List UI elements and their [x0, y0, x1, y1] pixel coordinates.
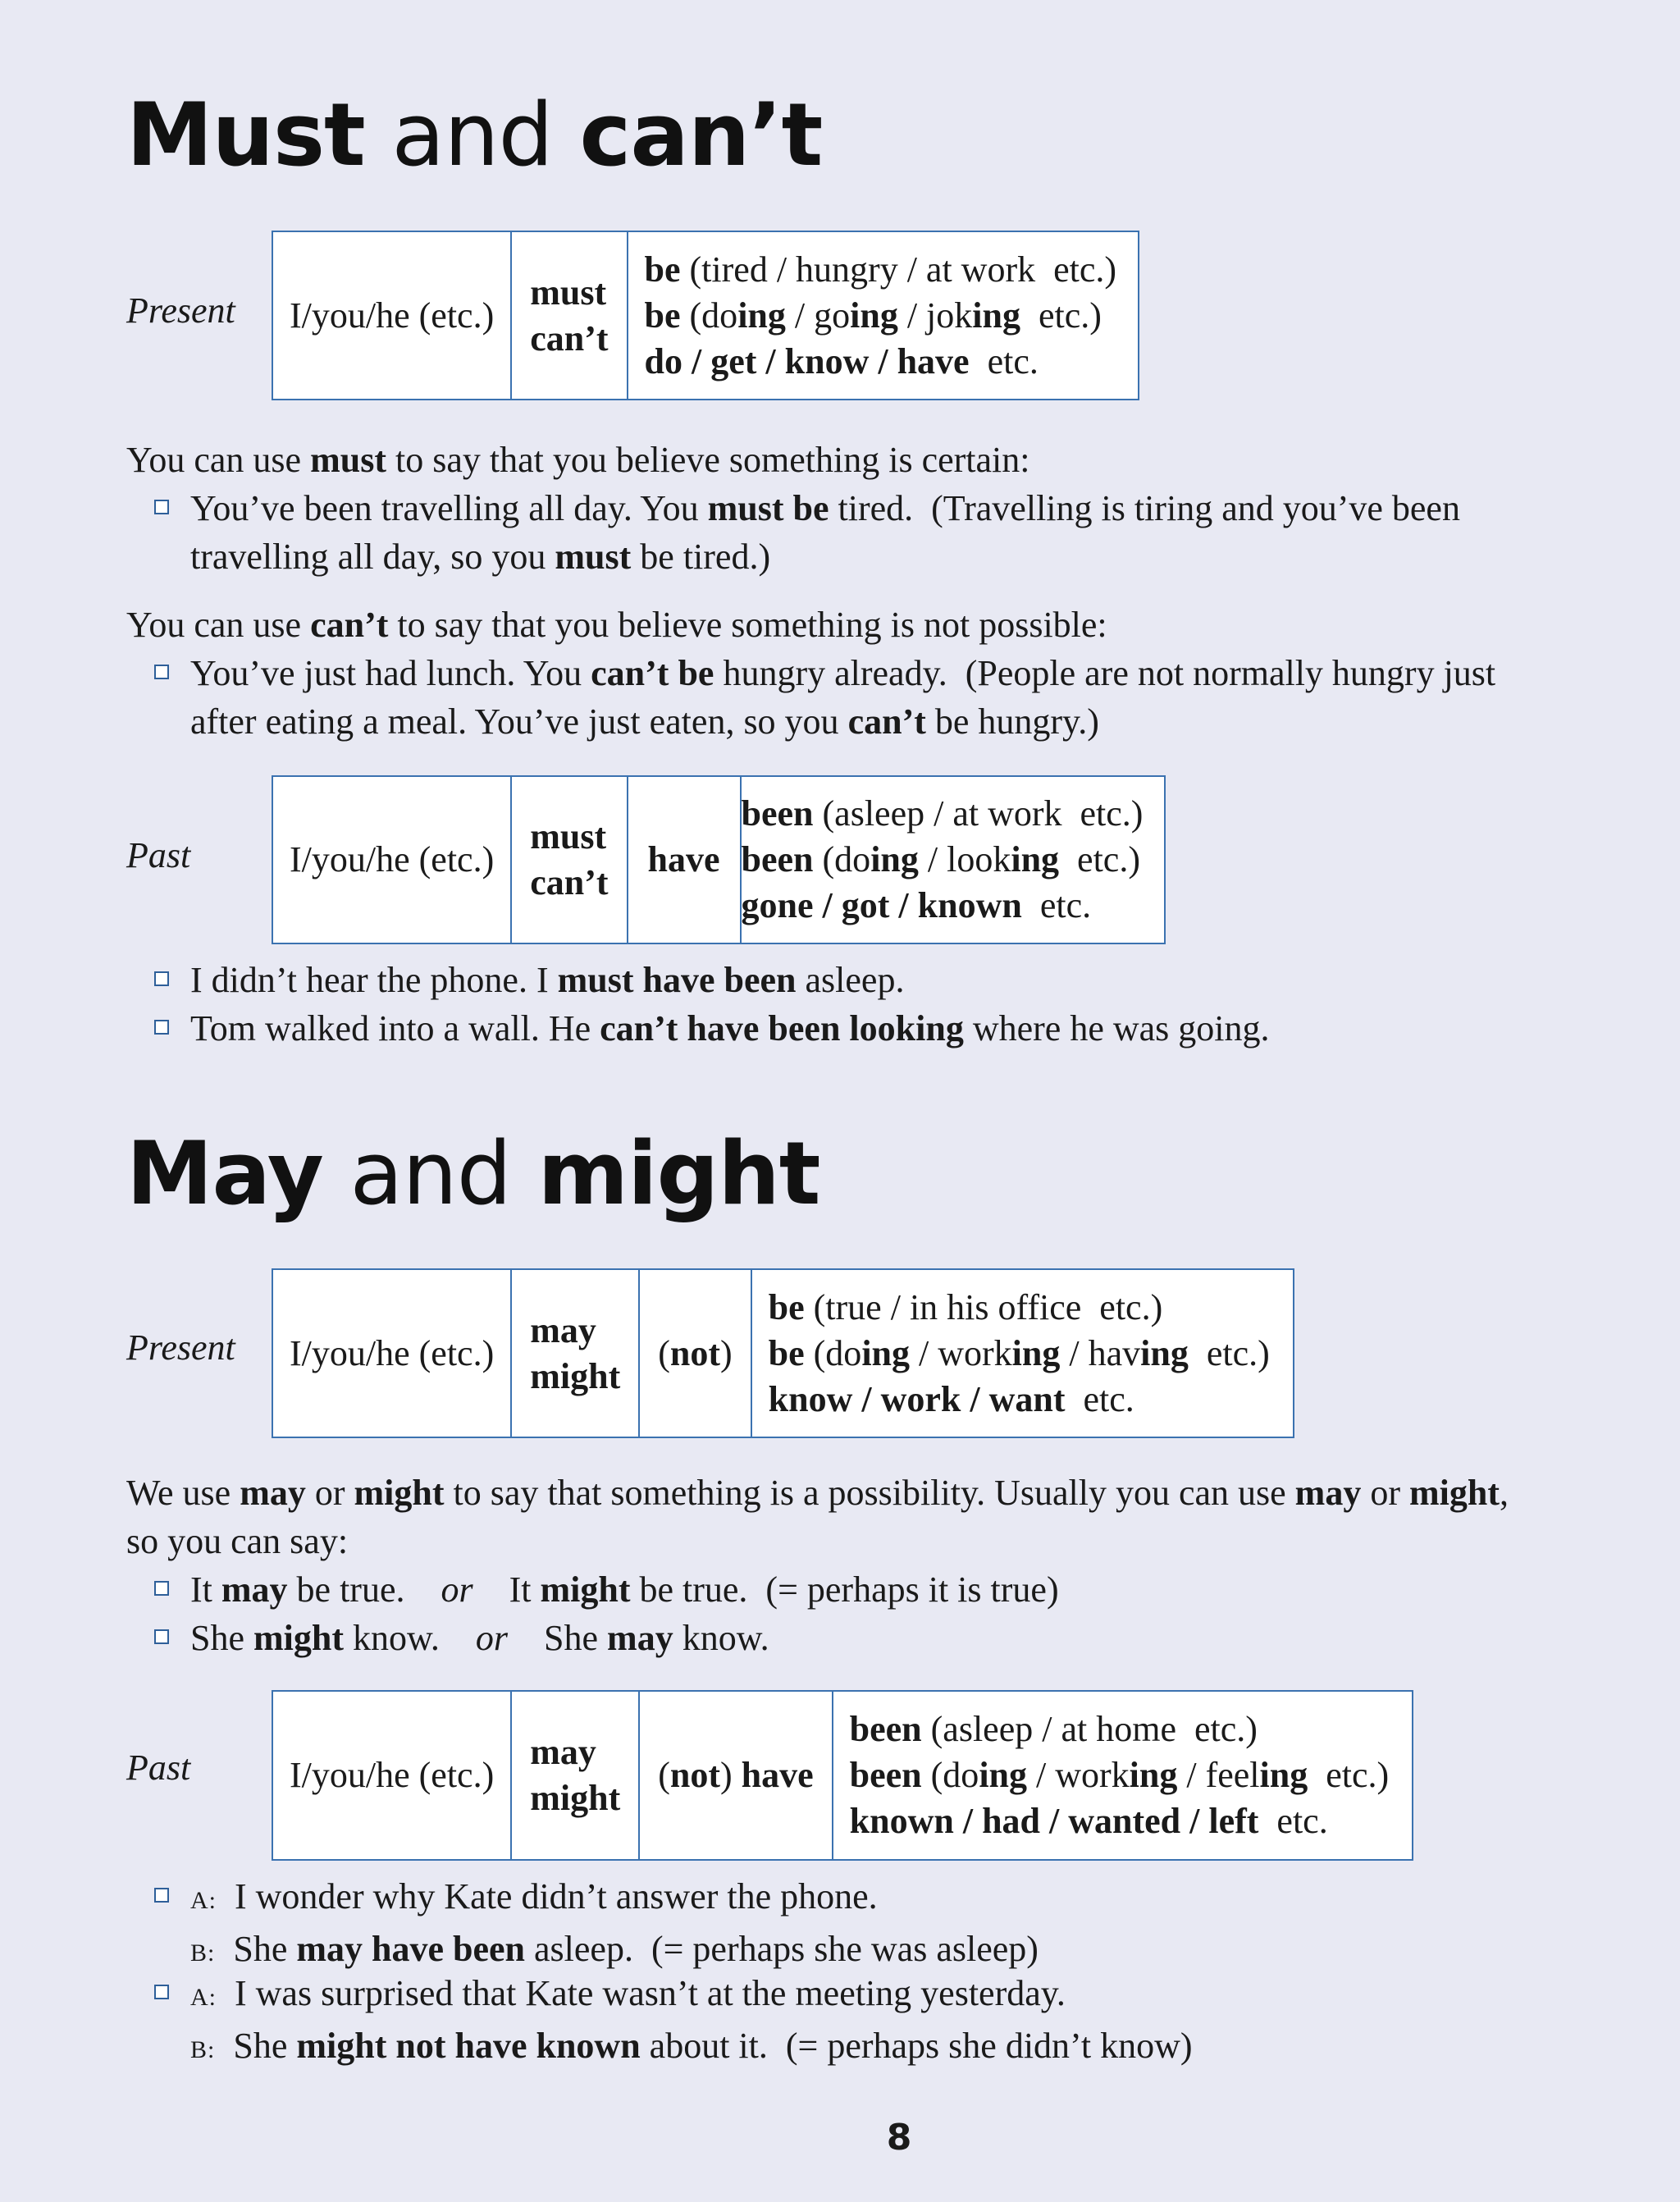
tense-label-past: Past [126, 835, 191, 875]
may-might-past-table [272, 1690, 1413, 1861]
example-item: You’ve been travelling all day. You must be tired. (Travelling is tiring and you’ve been travelling all day, so you must be tired.) [190, 484, 1460, 581]
must-cant-present-table [272, 231, 1139, 400]
checkbox-bullet-icon [154, 1888, 169, 1903]
may-might-present-table [272, 1268, 1294, 1438]
checkbox-bullet-icon [154, 500, 169, 514]
subject-cell: I/you/he (etc.) [272, 1269, 511, 1437]
checkbox-bullet-icon [154, 1985, 169, 1999]
modal-cell: must can’t [511, 231, 627, 400]
verb-forms-cell: be (true / in his office etc.) be (doing / working / having etc.) know / work / want etc. [751, 1269, 1294, 1437]
have-cell: have [628, 776, 741, 943]
checkbox-bullet-icon [154, 1581, 169, 1596]
not-have-cell: (not) have [639, 1691, 832, 1860]
speaker-a: A: [190, 1887, 217, 1914]
cant-explanation: You can use can’t to say that you believe something is not possible: [126, 605, 1107, 645]
must-cant-past-table [272, 775, 1166, 944]
verb-forms-cell: be (tired / hungry / at work etc.) be (doing / going / joking etc.) do / get / know / have etc. [628, 231, 1139, 400]
may-might-explanation: We use may or might to say that something is a possibility. Usually you can use may or might, [126, 1473, 1509, 1513]
tense-label-present: Present [126, 290, 235, 331]
verb-forms-cell: been (asleep / at home etc.) been (doing / working / feeling etc.) known / had / wanted / left etc. [833, 1691, 1413, 1860]
page-number: 8 [886, 2117, 912, 2159]
checkbox-bullet-icon [154, 665, 169, 679]
dialogue-item: A: I was surprised that Kate wasn’t at the meeting yesterday. B: She might not have known about it. (= perhaps she didn’t know) [190, 1969, 1193, 2074]
example-item: She might know. or She may know. [190, 1614, 769, 1662]
example-item: Tom walked into a wall. He can’t have been looking where he was going. [190, 1004, 1270, 1053]
may-might-explanation-cont: so you can say: [126, 1521, 349, 1561]
section-title-must-cant: Must and can’t [126, 85, 823, 185]
speaker-b: B: [190, 2036, 216, 2063]
example-item: It may be true. or It might be true. (= perhaps it is true) [190, 1565, 1059, 1614]
verb-forms-cell: been (asleep / at work etc.) been (doing / looking etc.) gone / got / known etc. [741, 776, 1166, 943]
not-cell: (not) [639, 1269, 751, 1437]
modal-cell: may might [511, 1691, 639, 1860]
example-item: I didn’t hear the phone. I must have been asleep. [190, 956, 904, 1004]
checkbox-bullet-icon [154, 1020, 169, 1035]
tense-label-past: Past [126, 1747, 191, 1788]
modal-cell: must can’t [511, 776, 627, 943]
checkbox-bullet-icon [154, 971, 169, 986]
subject-cell: I/you/he (etc.) [272, 231, 511, 400]
speaker-a: A: [190, 1984, 217, 2011]
dialogue-item: A: I wonder why Kate didn’t answer the phone. B: She may have been asleep. (= perhaps she was asleep) [190, 1872, 1039, 1977]
section-title-may-might: May and might [126, 1123, 820, 1224]
subject-cell: I/you/he (etc.) [272, 1691, 511, 1860]
tense-label-present: Present [126, 1327, 235, 1368]
subject-cell: I/you/he (etc.) [272, 776, 511, 943]
checkbox-bullet-icon [154, 1629, 169, 1644]
example-item: You’ve just had lunch. You can’t be hungry already. (People are not normally hungry just after eating a meal. You’ve just eaten, so you can’t be hungry.) [190, 649, 1495, 746]
speaker-b: B: [190, 1939, 216, 1967]
must-explanation: You can use must to say that you believe something is certain: [126, 440, 1030, 480]
modal-cell: may might [511, 1269, 639, 1437]
